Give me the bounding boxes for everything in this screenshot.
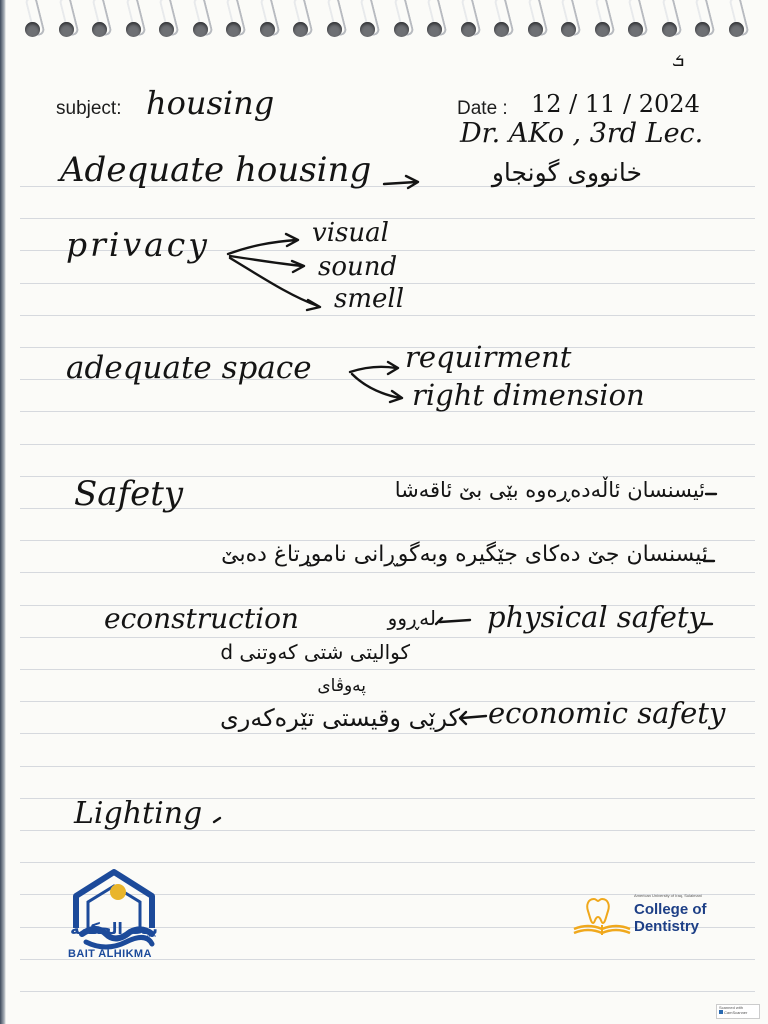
date-label: Date : (457, 98, 508, 119)
ruled-line (20, 862, 755, 863)
spiral-ring (125, 0, 141, 40)
spiral-ring (393, 0, 409, 40)
college-line2: Dentistry (634, 918, 700, 935)
lighting-tail (214, 818, 220, 822)
spiral-ring (259, 0, 275, 40)
corner-mark: ܭ (672, 50, 685, 71)
college-university-name: American University of Iraq, Sulaimani (634, 893, 702, 898)
spiral-ring (527, 0, 543, 40)
ruled-line (20, 411, 755, 412)
spiral-ring (158, 0, 174, 40)
economic-kurdish: کرێی وقیستی تێرەکەری (220, 704, 460, 732)
spiral-ring (627, 0, 643, 40)
spiral-ring (359, 0, 375, 40)
camscanner-watermark (716, 1004, 760, 1019)
spiral-ring (694, 0, 710, 40)
privacy-item-smell: smell (334, 284, 405, 314)
construction-kurdish-line2: کوالیتی شتی کەوتنی d (220, 640, 410, 664)
arrow-to-sound (230, 256, 304, 272)
page-edge-shadow (0, 0, 6, 1024)
privacy-item-sound: sound (318, 252, 398, 282)
physical-safety-label: physical safety (487, 600, 705, 634)
spiral-ring (560, 0, 576, 40)
camscanner-top-text: Scanned with (719, 1005, 744, 1010)
ruled-line (20, 991, 755, 992)
safety-label: Safety (74, 474, 184, 514)
spiral-ring (91, 0, 107, 40)
adequate-housing-kurdish: خانووی گونجاو (491, 158, 642, 187)
spiral-ring (594, 0, 610, 40)
spiral-ring (24, 0, 40, 40)
economic-safety-label: economic safety (488, 696, 726, 730)
spiral-ring (225, 0, 241, 40)
spiral-binding (0, 0, 768, 48)
spiral-ring (292, 0, 308, 40)
lecturer-name: Dr. AKo , 3rd Lec. (460, 118, 704, 149)
spiral-ring (460, 0, 476, 40)
ruled-line (20, 766, 755, 767)
camscanner-icon (719, 1010, 723, 1014)
spiral-ring (426, 0, 442, 40)
adequate-space-label: adequate space (66, 350, 312, 386)
spiral-ring (326, 0, 342, 40)
arrow-to-visual (228, 234, 298, 254)
spiral-ring (58, 0, 74, 40)
college-tooth-book-icon (572, 895, 632, 939)
spiral-ring (493, 0, 509, 40)
ruled-line (20, 669, 755, 670)
date-value: 12 / 11 / 2024 (531, 90, 700, 118)
construction-label: econstruction (104, 602, 299, 635)
college-name (634, 901, 707, 935)
bait-alhikma-label: BAIT ALHIKMA (68, 948, 152, 960)
spiral-ring (192, 0, 208, 40)
spiral-ring (661, 0, 677, 40)
arrow-to-smell (230, 258, 320, 310)
ruled-line (20, 572, 755, 573)
ruled-line (20, 347, 755, 348)
ruled-line (20, 540, 755, 541)
privacy-item-visual: visual (312, 218, 389, 248)
adequate-housing-heading: Adequate housing (60, 150, 372, 190)
safety-kurdish-line1: ئیسنسان ئاڵەدەڕەوە بێی بێ ئاقەشا (394, 478, 705, 502)
ruled-line (20, 315, 755, 316)
construction-kurdish: لەڕوو (387, 606, 436, 630)
privacy-label: privacy (66, 225, 210, 264)
economic-kurdish-above: پەوڤای (317, 676, 366, 696)
safety-kurdish-line2: ئیسنسان جێ دەکای جێگیرە وبەگوڕانی ناموړتاغ دەبێ (221, 542, 708, 567)
ruled-line (20, 637, 755, 638)
arrow-construction (436, 618, 470, 624)
subject-label: subject: (56, 98, 122, 119)
space-item-requirment: requirment (405, 340, 572, 374)
arrow-to-requirment (350, 362, 398, 374)
spiral-ring (728, 0, 744, 40)
arrow-economic (460, 712, 486, 724)
bait-alhikma-arabic: بيت الحكمة (70, 919, 158, 938)
subject-value: housing (146, 84, 275, 122)
lighting-label: Lighting (74, 796, 203, 831)
college-line1: College of (634, 901, 707, 918)
ruled-line (20, 733, 755, 734)
ruled-line (20, 444, 755, 445)
space-item-right-dimension: right dimension (412, 378, 645, 412)
camscanner-name: CamScanner (724, 1010, 748, 1015)
